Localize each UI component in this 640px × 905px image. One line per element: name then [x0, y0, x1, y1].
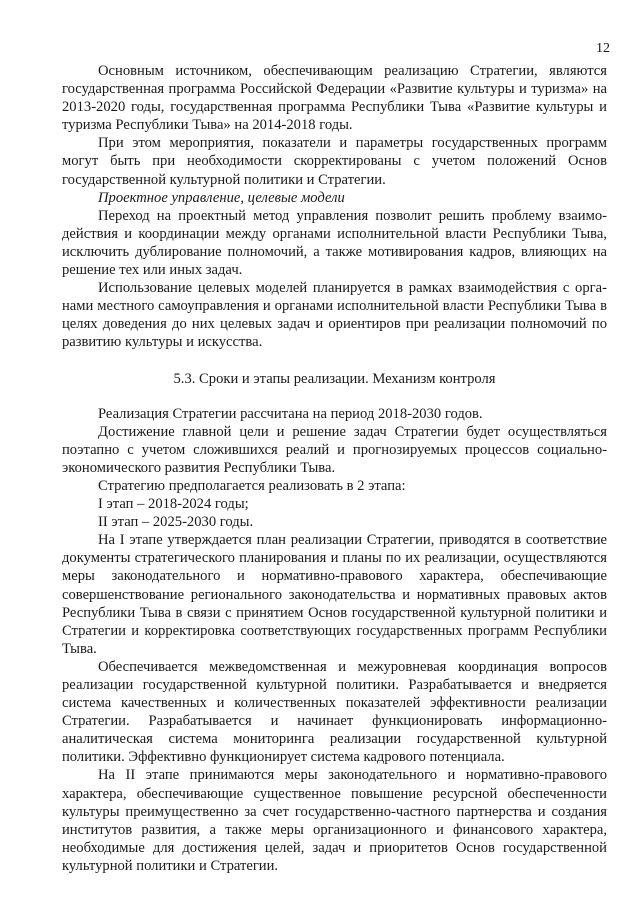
paragraph-target-models: Использование целевых моделей планируется в рамках взаимодействия с органами местного самоуправления и органами исполнительной власти Республики Тыва в целях доведения до них целевых задач и ориентиров при реализации полномочий по развитию культуры и искусства. — [62, 280, 607, 351]
section-heading: 5.3. Сроки и этапы реализации. Механизм контроля — [173, 370, 496, 387]
page-number: 12 — [596, 41, 610, 56]
paragraph-project-method: Переход на проектный метод управления позволит решить проблему взаимодействия и координации между органами исполнительной власти Республики Тыва, исключить дублирование полномочий, а также мотивирования кадров, влияющих на решение тех или иных задач. — [62, 207, 607, 279]
page-content — [62, 62, 607, 875]
subsection-title: Проектное управление, целевые модели — [98, 189, 345, 206]
paragraph-stages-intro: Стратегию предполагается реализовать в 2 этапа: — [98, 477, 406, 494]
stage-2-item: II этап – 2025-2030 годы. — [98, 514, 254, 531]
paragraph-program-adjustment: При этом мероприятия, показатели и параметры государственных программ могут быть при необходимости скорректированы с учетом положений Основ государственной культурной политики и Стратегии. — [62, 135, 607, 188]
paragraph-period: Реализация Стратегии рассчитана на период 2018-2030 годов. — [98, 405, 483, 422]
paragraph-stage-2-details: На II этапе принимаются меры законодательного и нормативно-правового характера, обеспечивающие существенное повышение ресурсной обеспеченности культуры преимущественно за счет государственно-частного партнерства и создания институтов развития, а также меры организационного и финансового характера, необходимые для достижения целей, задач и приоритетов Основ государственной культурной политики и Стратегии. — [62, 767, 607, 874]
paragraph-achievement: Достижение главной цели и решение задач Стратегии будет осуществляться поэтапно с учетом сложившихся реалий и прогнозируемых процессов социально-экономического развития Республики Тыва. — [62, 423, 607, 476]
paragraph-stage-1-details: На I этапе утверждается план реализации Стратегии, приводятся в соответствие документы стратегического планирования и планы по их реализации, осуществляются меры законодательного и нормативно-правового характера, обеспечивающие совершенствование регионального законодательства и нормативных правовых актов Республики Тыва в связи с принятием Основ государственной культурной политики и Стратегии и корректировка соответствующих государственных программ Республики Тыва. — [62, 532, 607, 657]
paragraph-funding-sources: Основным источником, обеспечивающим реализацию Стратегии, являются государственная программа Российской Федерации «Развитие культуры и туризма» на 2013-2020 годы, государственная программа Республики Тыва «Развитие культуры и туризма Республики Тыва» на 2014-2018 годы. — [62, 63, 607, 134]
paragraph-coordination: Обеспечивается межведомственная и межуровневая координация вопросов реализации государственной культурной политики. Разрабатывается и внедряется система качественных и количественных показателей эффективности реализации Стратегии. Разрабатывается и начинает функционировать информационно-аналитическая система мониторинга реализации государственной культурной политики. Эффективно функционирует система кадрового потенциала. — [62, 658, 607, 766]
stage-1-item: I этап – 2018-2024 годы; — [98, 496, 249, 513]
